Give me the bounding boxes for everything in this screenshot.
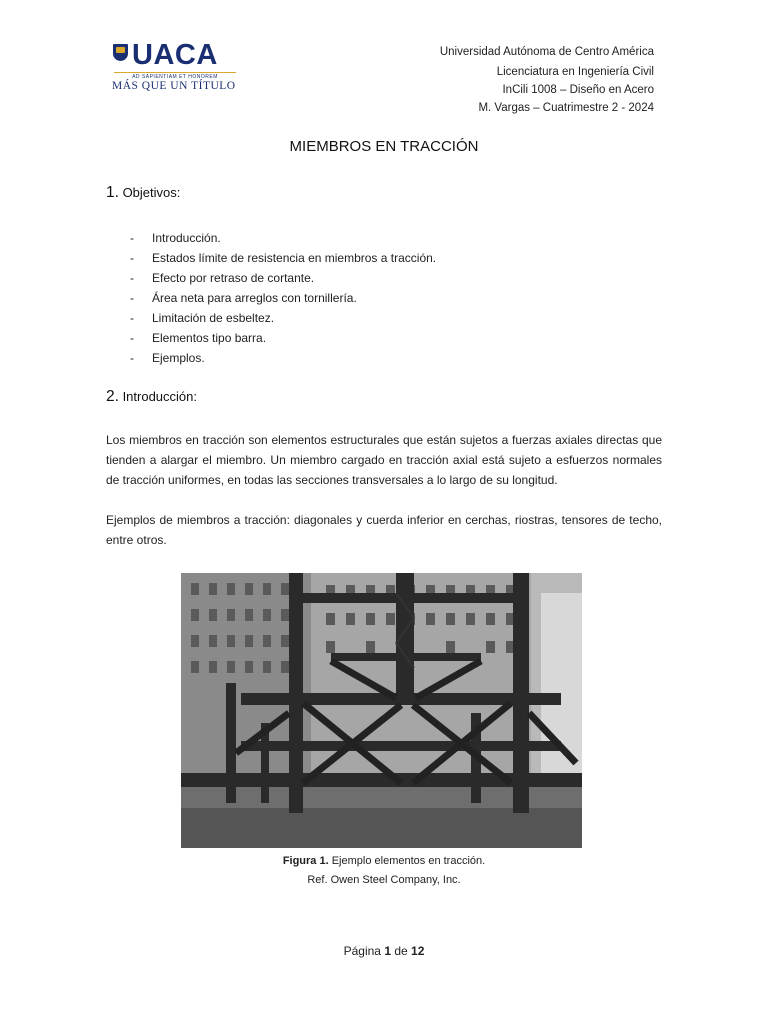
list-item: - Efecto por retraso de cortante. [130, 268, 436, 288]
total-pages: 12 [411, 944, 425, 958]
section-2-heading [106, 388, 197, 406]
list-item: - Ejemplos. [130, 348, 436, 368]
logo-motto: AD SAPIENTIAM ET HONOREM [114, 72, 236, 80]
header-university: Universidad Autónoma de Centro América [439, 46, 654, 58]
examples-paragraph: Ejemplos de miembros a tracción: diagonales y cuerda inferior en cerchas, riostras, tensores de techo, entre otros. [106, 513, 662, 547]
list-item: - Área neta para arreglos con tornillería. [130, 288, 436, 308]
header-program: Licenciatura en Ingeniería Civil [496, 66, 654, 78]
section-2-title: Introducción: [122, 389, 197, 404]
university-logo [110, 40, 260, 94]
section-1-heading [106, 184, 180, 202]
objectives-list [130, 228, 436, 368]
list-item: - Limitación de esbeltez. [130, 308, 436, 328]
steel-structure-photo [181, 573, 582, 848]
list-item: - Introducción. [130, 228, 436, 248]
shield-icon [113, 44, 128, 61]
figure-label: Figura 1. [282, 855, 329, 867]
current-page: 1 [384, 944, 391, 958]
list-item: - Elementos tipo barra. [130, 328, 436, 348]
logo-text: UACA [132, 39, 218, 71]
figure-caption [0, 852, 768, 870]
header-course: InCili 1008 – Diseño en Acero [502, 84, 654, 96]
section-1-number: 1. [106, 184, 119, 201]
header-author-term: M. Vargas – Cuatrimestre 2 - 2024 [478, 102, 654, 114]
section-1-title: Objetivos: [122, 185, 181, 200]
logo-tagline: MÁS QUE UN TÍTULO [112, 80, 236, 92]
figure-caption-text: Ejemplo elementos en tracción. [331, 855, 486, 867]
intro-paragraph: Los miembros en tracción son elementos estructurales que están sujetos a fuerzas axiales directas que tienden a alargar el miembro. Un miembro cargado en tracción axial está sujeto a esfuerzos normales de tracción uniformes, en todas las secciones transversales a lo largo de su longitud. [106, 433, 662, 487]
page-number [0, 944, 768, 958]
list-item: - Estados límite de resistencia en miembros a tracción. [130, 248, 436, 268]
section-2-number: 2. [106, 388, 119, 405]
page-title: MIEMBROS EN TRACCIÓN [289, 138, 479, 155]
page-of: de [394, 944, 408, 958]
figure-reference: Ref. Owen Steel Company, Inc. [307, 874, 461, 886]
page-label: Página [343, 944, 381, 958]
